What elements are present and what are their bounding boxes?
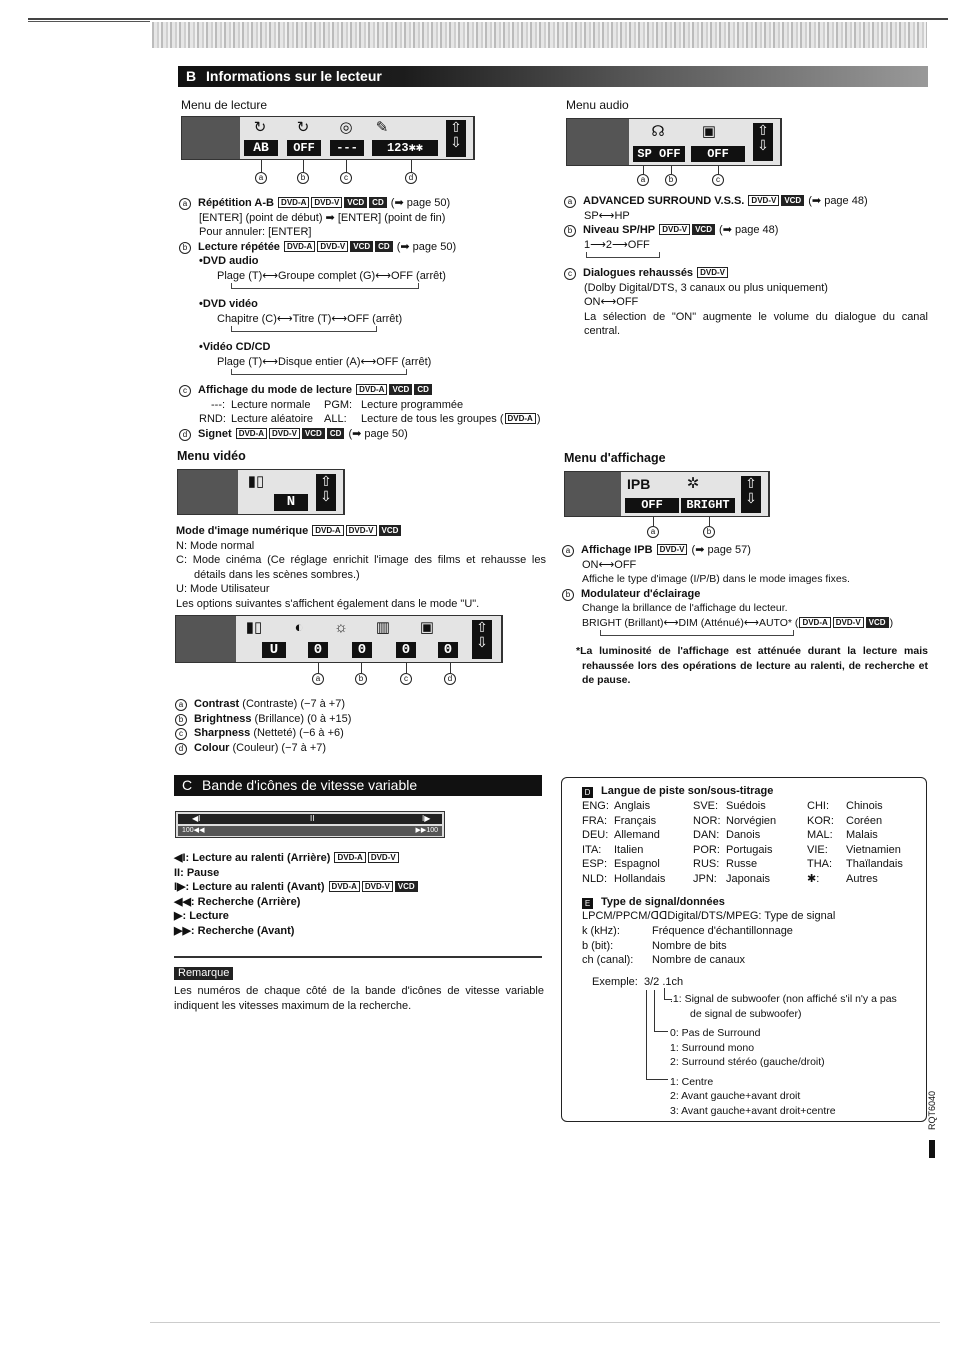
callout-line bbox=[303, 160, 304, 172]
spoff-value: SP OFF bbox=[633, 146, 685, 162]
ipb-value: OFF bbox=[625, 498, 679, 513]
callout-a: a bbox=[647, 526, 659, 538]
lang-row: DEU: Allemand DAN: Danois MAL: Malais bbox=[582, 829, 878, 842]
mode-value: --- bbox=[330, 140, 364, 156]
menu-affichage-title: Menu d'affichage bbox=[564, 451, 666, 465]
mode-u-value: U bbox=[262, 642, 286, 658]
callout-a: a bbox=[255, 172, 267, 184]
sub-line: Plage (T)⟷Groupe complet (G)⟷OFF (arrêt) bbox=[217, 269, 446, 282]
example-line: 3: Avant gauche+avant droit+centre bbox=[670, 1104, 836, 1117]
loop-arrow bbox=[231, 326, 377, 332]
bottom-rule bbox=[150, 1322, 940, 1323]
signal-title: E Type de signal/données bbox=[582, 895, 912, 910]
dimmer-icon: ✲ bbox=[686, 475, 700, 492]
ab-value: AB bbox=[244, 140, 278, 156]
callout-b: b bbox=[355, 673, 367, 685]
line: ON⟷OFF bbox=[582, 558, 637, 571]
line: (Dolby Digital/DTS, 3 canaux ou plus uniquement) bbox=[584, 281, 828, 294]
dialogue-icon: ▣ bbox=[701, 123, 717, 140]
pause-icon: II bbox=[310, 814, 315, 823]
loop-row bbox=[562, 630, 928, 644]
line: Pour annuler: [ENTER] bbox=[199, 226, 312, 238]
video-icon bbox=[176, 616, 236, 662]
dimmer-note: *La luminosité de l'affichage est atténuée durant la lecture mais rehaussée lors des opérations de lecture au ralenti, de recherche et de pause. bbox=[576, 645, 928, 686]
lang-row: NLD: Hollandais JPN: Japonais ✱: Autres bbox=[582, 872, 878, 885]
example-label: Exemple: bbox=[592, 976, 638, 988]
tree-line bbox=[646, 990, 647, 1080]
tree-branch bbox=[646, 1079, 668, 1080]
speed-item: ◀◀: Recherche (Arrière) bbox=[174, 895, 301, 908]
lang-row: ENG: Anglais SVE: Suédois CHI: Chinois bbox=[582, 800, 883, 812]
callout-b: b bbox=[297, 172, 309, 184]
disc-icon bbox=[182, 117, 240, 159]
info-box bbox=[561, 777, 927, 1122]
loop-row bbox=[564, 252, 928, 266]
callout-line bbox=[318, 663, 319, 673]
line: U: Mode Utilisateur bbox=[176, 583, 270, 595]
sharpness-value: 0 bbox=[396, 642, 416, 658]
opt-contrast: a Contrast (Contraste) (−7 à +7) bbox=[175, 697, 545, 712]
picture-icon: ▮▯ bbox=[247, 473, 265, 490]
osd-video-user bbox=[175, 615, 503, 663]
callout-d: d bbox=[444, 673, 456, 685]
header-band bbox=[152, 22, 927, 48]
loop-arrow bbox=[600, 630, 794, 636]
speed-item: ▶: Lecture bbox=[174, 910, 229, 922]
doc-code: RQT6040 bbox=[927, 1090, 937, 1130]
example-line: 2: Avant gauche+avant droit bbox=[670, 1090, 801, 1102]
up-down-arrows-icon: ⇧ ⇩ bbox=[753, 123, 773, 161]
callout-c: c bbox=[400, 673, 412, 685]
colour-value: 0 bbox=[438, 642, 458, 658]
line: C: Mode cinéma (Ce réglage enrichit l'image des films et rehausse les détails dans les scènes sombres.) bbox=[176, 554, 546, 581]
example-line: 1: Surround mono bbox=[670, 1041, 755, 1054]
callout-line bbox=[361, 663, 362, 673]
speed-item: ▶▶: Recherche (Avant) bbox=[174, 924, 295, 937]
repeat-value: OFF bbox=[287, 140, 321, 156]
example-line: 1: Centre bbox=[670, 1075, 714, 1088]
remarque-text: Les numéros de chaque côté de la bande d'icônes de vitesse variable indiquent les vitesses maximum de la recherche. bbox=[174, 985, 544, 1012]
callout-line bbox=[718, 166, 719, 174]
item-modulateur: b Modulateur d'éclairage bbox=[562, 587, 928, 602]
lang-row: FRA: Français NOR: Norvégien KOR: Coréen bbox=[582, 814, 883, 827]
speed-item: II: Pause bbox=[174, 866, 220, 879]
example-line: .1: Signal de subwoofer (non affiché s'il n'y a pas bbox=[670, 993, 897, 1005]
mode-row: RND: Lecture aléatoire ALL: Lecture de tous les groupes ( DVD-A ) bbox=[199, 413, 541, 425]
sub-heading: •DVD audio bbox=[199, 255, 259, 267]
osd-affichage bbox=[564, 471, 770, 517]
line: Affiche le type d'image (I/P/B) dans le mode images fixes. bbox=[582, 573, 850, 585]
osd-video bbox=[177, 469, 345, 515]
speed-bar bbox=[175, 811, 445, 838]
callout-b: b bbox=[665, 174, 677, 186]
sub-heading: •DVD vidéo bbox=[199, 298, 258, 310]
item-vss: a ADVANCED SURROUND V.S.S. DVD-V VCD (➡ page 48) bbox=[564, 194, 928, 209]
page-marker bbox=[929, 1140, 935, 1158]
osd-lecture bbox=[181, 116, 475, 160]
colour-icon: ▣ bbox=[419, 619, 435, 636]
lang-title: D Langue de piste son/sous-titrage bbox=[582, 784, 912, 799]
speed-item: I▶: Lecture au ralenti (Avant) DVD-A DVD-V VCD bbox=[174, 880, 544, 895]
callout-line bbox=[346, 160, 347, 172]
bookmark-icon: ✎ bbox=[375, 119, 389, 136]
section-b-header: B Informations sur le lecteur bbox=[178, 66, 928, 87]
loop-row bbox=[179, 326, 549, 340]
example-line: 2: Surround stéréo (gauche/droit) bbox=[670, 1056, 825, 1068]
up-down-arrows-icon: ⇧ ⇩ bbox=[316, 474, 336, 511]
ipb-label: IPB bbox=[627, 476, 651, 492]
top-short-rule bbox=[28, 21, 150, 22]
callout-b: b bbox=[703, 526, 715, 538]
sub-line: Chapitre (C)⟷Titre (T)⟷OFF (arrêt) bbox=[217, 312, 403, 325]
signal-row: k (kHz): Fréquence d'échantillonnage bbox=[582, 925, 793, 937]
callout-a: a bbox=[637, 174, 649, 186]
cycle-line: BRIGHT (Brillant)⟷DIM (Atténué)⟷AUTO* ( DVD-A DVD-V VCD ) bbox=[582, 616, 894, 629]
callout-line bbox=[406, 663, 407, 673]
bookmark-value: 123✱✱ bbox=[372, 140, 438, 156]
signal-table bbox=[582, 924, 922, 968]
item-mode-image: Mode d'image numérique DVD-A DVD-V VCD bbox=[176, 524, 546, 539]
line: N: Mode normal bbox=[176, 539, 255, 552]
lang-row: ITA: Italien POR: Portugais VIE: Vietnamien bbox=[582, 843, 901, 856]
callout-line bbox=[643, 166, 644, 174]
divider bbox=[174, 956, 542, 958]
lang-table bbox=[582, 799, 922, 887]
loop-arrow bbox=[231, 283, 419, 289]
speed-list bbox=[174, 851, 544, 938]
picture-icon: ▮▯ bbox=[245, 619, 263, 636]
tree-branch bbox=[654, 1031, 668, 1032]
up-down-arrows-icon: ⇧ ⇩ bbox=[472, 620, 492, 659]
signal-head: LPCM/PPCM/ᗡᗡDigital/DTS/MPEG: Type de signal bbox=[582, 910, 836, 922]
loop-arrow bbox=[231, 369, 407, 375]
callout-line bbox=[653, 517, 654, 526]
tree-line bbox=[654, 990, 655, 1032]
mode-n-value: N bbox=[274, 494, 308, 511]
item-repetition-ab: a Répétition A-B DVD-A DVD-V VCD CD (➡ page 50) bbox=[179, 196, 549, 211]
up-down-arrows-icon: ⇧ ⇩ bbox=[741, 476, 761, 513]
callout-line bbox=[261, 160, 262, 172]
item-signet: d Signet DVD-A DVD-V VCD CD (➡ page 50) bbox=[179, 427, 549, 442]
up-down-arrows-icon: ⇧ ⇩ bbox=[446, 120, 466, 157]
sharpness-icon: ▥ bbox=[375, 619, 391, 636]
item-niveau: b Niveau SP/HP DVD-V VCD (➡ page 48) bbox=[564, 223, 928, 238]
example-line: 0: Pas de Surround bbox=[670, 1027, 761, 1039]
loop-arrow bbox=[586, 252, 660, 258]
item-dialogues: c Dialogues rehaussés DVD-V bbox=[564, 266, 928, 281]
menu-audio-title: Menu audio bbox=[566, 98, 629, 112]
slow-rev-icon: ◀I bbox=[192, 814, 201, 823]
example-list bbox=[670, 992, 920, 1118]
lang-row: ESP: Espagnol RUS: Russe THA: Thaïlandais bbox=[582, 858, 903, 871]
brightness-value: 0 bbox=[352, 642, 372, 658]
contrast-value: 0 bbox=[308, 642, 328, 658]
line: Change la brillance de l'affichage du lecteur. bbox=[582, 602, 788, 614]
menu-video-title: Menu vidéo bbox=[177, 449, 246, 463]
line: SP⟷HP bbox=[584, 209, 630, 222]
sub-line: Plage (T)⟷Disque entier (A)⟷OFF (arrêt) bbox=[217, 355, 432, 368]
osd-audio bbox=[566, 118, 782, 166]
mode-all: Lecture de tous les groupes ( DVD-A ) bbox=[361, 413, 541, 425]
loop-row bbox=[179, 283, 549, 297]
example-value: 3/2 .1ch bbox=[644, 976, 684, 988]
loop-row bbox=[179, 369, 549, 383]
audio-list bbox=[564, 194, 928, 339]
item-affichage-mode: c Affichage du mode de lecture DVD-A VCD CD bbox=[179, 383, 549, 398]
section-c-header: C Bande d'icônes de vitesse variable bbox=[174, 775, 542, 796]
display-icon bbox=[565, 472, 621, 516]
line: Les options suivantes s'affichent également dans le mode "U". bbox=[176, 597, 480, 610]
brightness-icon: ☼ bbox=[334, 619, 348, 636]
callout-line bbox=[709, 517, 710, 526]
callout-a: a bbox=[312, 673, 324, 685]
line: ON⟷OFF bbox=[584, 296, 639, 308]
opt-colour: d Colour (Couleur) (−7 à +7) bbox=[175, 741, 545, 756]
callout-c: c bbox=[712, 174, 724, 186]
remarque-label: Remarque bbox=[174, 967, 233, 980]
callout-line bbox=[671, 166, 672, 174]
opt-brightness: b Brightness (Brillance) (0 à +15) bbox=[175, 712, 545, 727]
item-lecture-repetee: b Lecture répétée DVD-A DVD-V VCD CD (➡ page 50) bbox=[179, 240, 549, 255]
signal-row: ch (canal): Nombre de canaux bbox=[582, 954, 745, 966]
dimmer-value: BRIGHT bbox=[681, 498, 735, 513]
sub-heading: •Vidéo CD/CD bbox=[199, 341, 271, 353]
surround-icon: ☊ bbox=[651, 123, 665, 140]
video-list bbox=[176, 524, 546, 611]
video-icon bbox=[178, 470, 238, 514]
mode-row: ---: Lecture normale PGM: Lecture programmée bbox=[211, 398, 464, 411]
signal-row: b (bit): Nombre de bits bbox=[582, 939, 727, 952]
contrast-icon: ◐ bbox=[294, 619, 304, 636]
dialogue-value: OFF bbox=[691, 146, 745, 162]
example-line: de signal de subwoofer) bbox=[690, 1007, 802, 1020]
top-rule bbox=[28, 18, 948, 20]
speed-bar-bottom: 100◀◀ ▶▶100 bbox=[178, 826, 442, 836]
line: [ENTER] (point de début) ➡ [ENTER] (point de fin) bbox=[199, 211, 446, 224]
callout-line bbox=[411, 160, 412, 172]
speaker-icon bbox=[567, 119, 629, 165]
line: 1⟶2⟶OFF bbox=[584, 238, 650, 251]
repeat-icon: ↻ bbox=[296, 119, 310, 136]
repeat-ab-icon: ↻ bbox=[253, 119, 267, 136]
slow-fwd-icon: I▶ bbox=[422, 814, 431, 823]
speed-bar-top bbox=[178, 814, 442, 824]
callout-c: c bbox=[340, 172, 352, 184]
opt-sharpness: c Sharpness (Netteté) (−6 à +6) bbox=[175, 726, 545, 741]
menu-lecture-title: Menu de lecture bbox=[181, 98, 268, 112]
line: La sélection de "ON" augmente le volume du dialogue du canal central. bbox=[584, 310, 928, 337]
lecture-list bbox=[179, 196, 549, 441]
video-options bbox=[175, 697, 545, 755]
mode-icon: ◎ bbox=[339, 119, 353, 136]
affichage-list bbox=[562, 543, 928, 688]
speed-item: ◀I: Lecture au ralenti (Arrière) DVD-A DVD-V bbox=[174, 851, 544, 866]
callout-line bbox=[450, 663, 451, 673]
item-ipb: a Affichage IPB DVD-V (➡ page 57) bbox=[562, 543, 928, 558]
callout-d: d bbox=[405, 172, 417, 184]
